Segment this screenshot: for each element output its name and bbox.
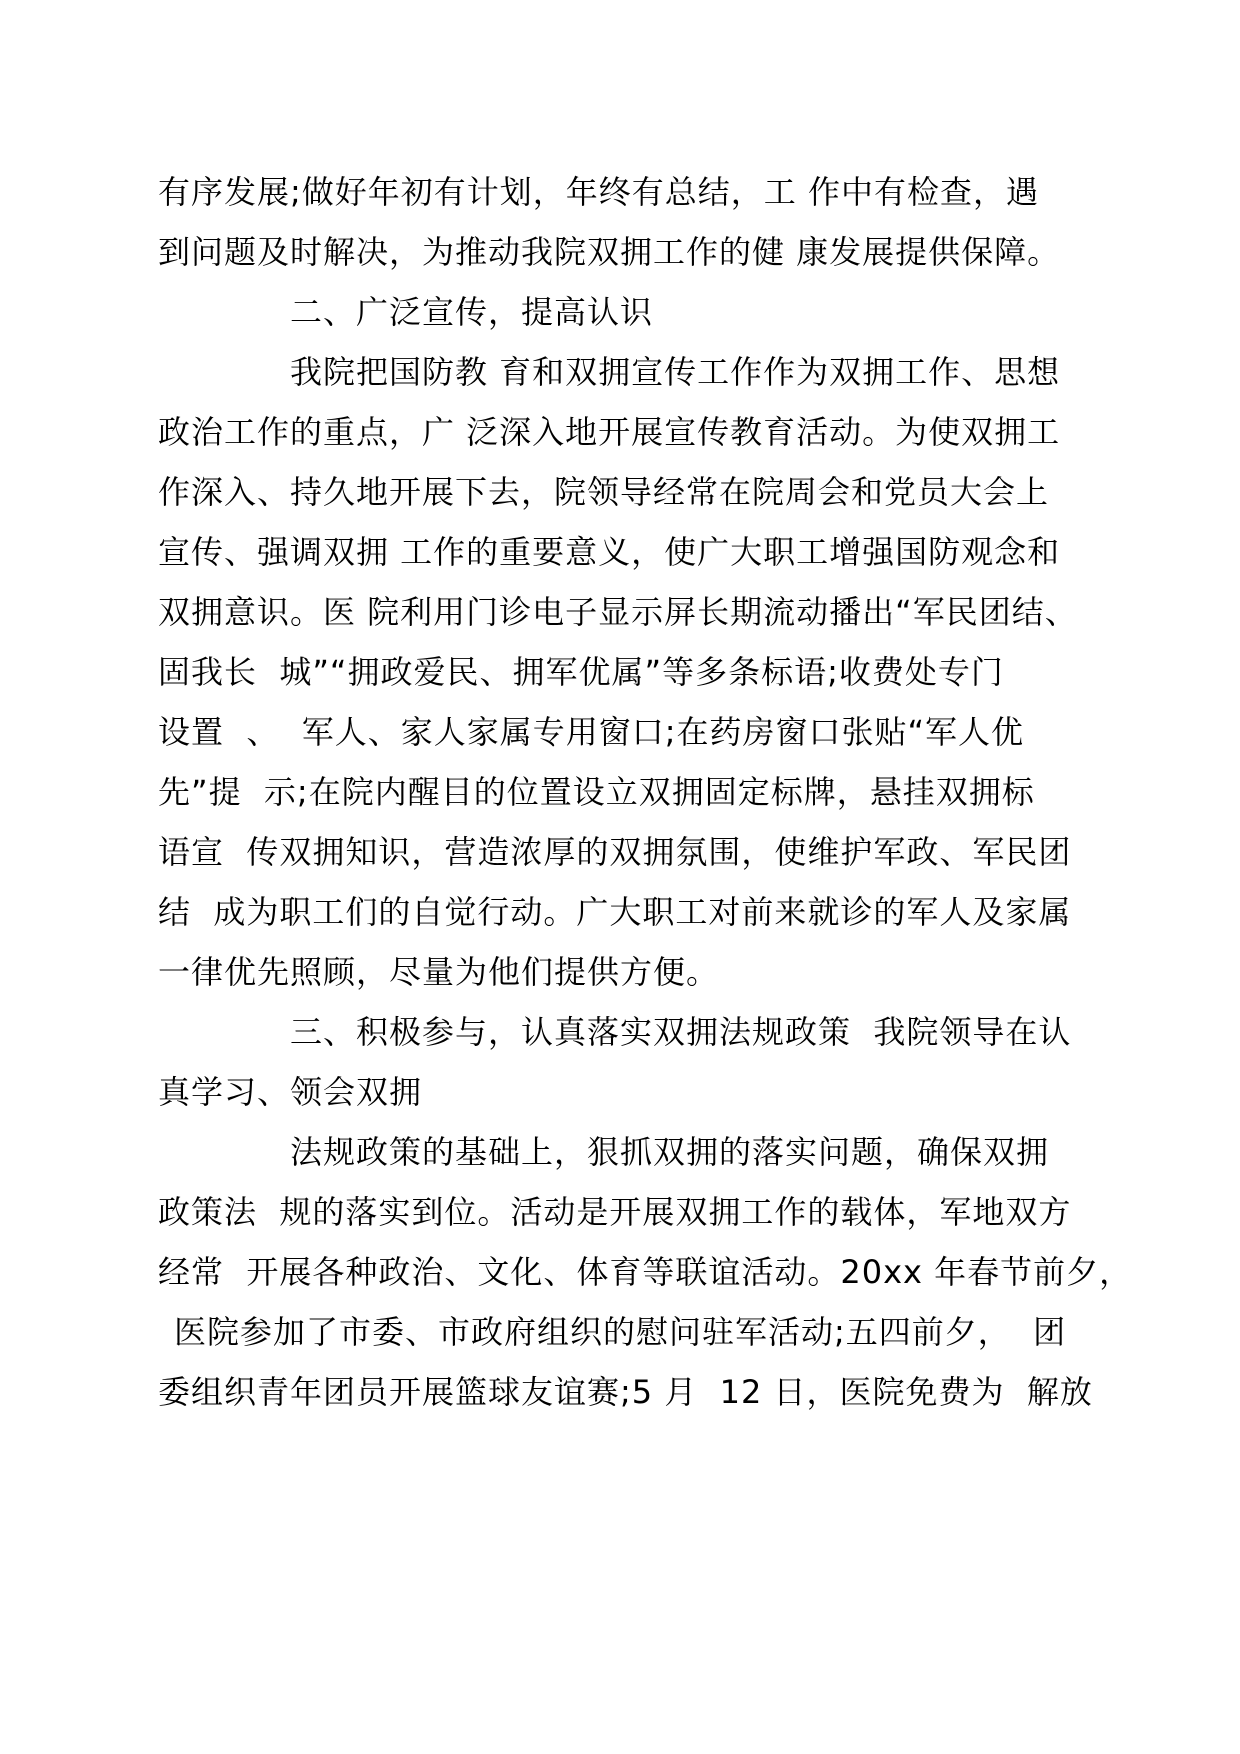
- section-heading: 三、积极参与，认真落实双拥法规政策 我院领导在认: [290, 1013, 1072, 1051]
- section-heading: 二、广泛宣传，提高认识: [290, 293, 654, 331]
- text-line: 设置 、 军人、家人家属专用窗口;在药房窗口张贴“军人优: [158, 713, 1025, 751]
- text-line: 到问题及时解决，为推动我院双拥工作的健 康发展提供保障。: [158, 233, 1061, 271]
- text-line: 先”提 示;在院内醒目的位置设立双拥固定标牌，悬挂双拥标: [158, 773, 1035, 811]
- text-line: 真学习、领会双拥: [158, 1073, 423, 1111]
- text-line: 作深入、持久地开展下去，院领导经常在院周会和党员大会上: [158, 473, 1050, 511]
- text-line: 法规政策的基础上，狠抓双拥的落实问题，确保双拥: [290, 1133, 1050, 1171]
- text-line: 有序发展;做好年初有计划，年终有总结，工 作中有检查，遇: [158, 173, 1039, 211]
- text-line: 固我长 城”“拥政爱民、拥军优属”等多条标语;收费处专门: [158, 653, 1004, 691]
- text-line: 政策法 规的落实到位。活动是开展双拥工作的载体，军地双方: [158, 1193, 1072, 1231]
- text-line: 双拥意识。医 院利用门诊电子显示屏长期流动播出“军民团结、: [158, 593, 1078, 631]
- text-line: 医院参加了市委、市政府组织的慰问驻军活动;五四前夕， 团: [174, 1313, 1067, 1351]
- text-line: 政治工作的重点，广 泛深入地开展宣传教育活动。为使双拥工: [158, 413, 1061, 451]
- text-line: 语宣 传双拥知识，营造浓厚的双拥氛围，使维护军政、军民团: [158, 833, 1072, 871]
- text-line: 我院把国防教 育和双拥宣传工作作为双拥工作、思想: [290, 353, 1061, 391]
- text-line: 结 成为职工们的自觉行动。广大职工对前来就诊的军人及家属: [158, 893, 1072, 931]
- text-line: 一律优先照顾，尽量为他们提供方便。: [158, 953, 720, 991]
- text-line: 委组织青年团员开展篮球友谊赛;5 月 12 日，医院免费为 解放: [158, 1373, 1093, 1411]
- text-line: 经常 开展各种政治、文化、体育等联谊活动。20xx 年春节前夕，: [158, 1253, 1133, 1291]
- text-line: 宣传、强调双拥 工作的重要意义，使广大职工增强国防观念和: [158, 533, 1061, 571]
